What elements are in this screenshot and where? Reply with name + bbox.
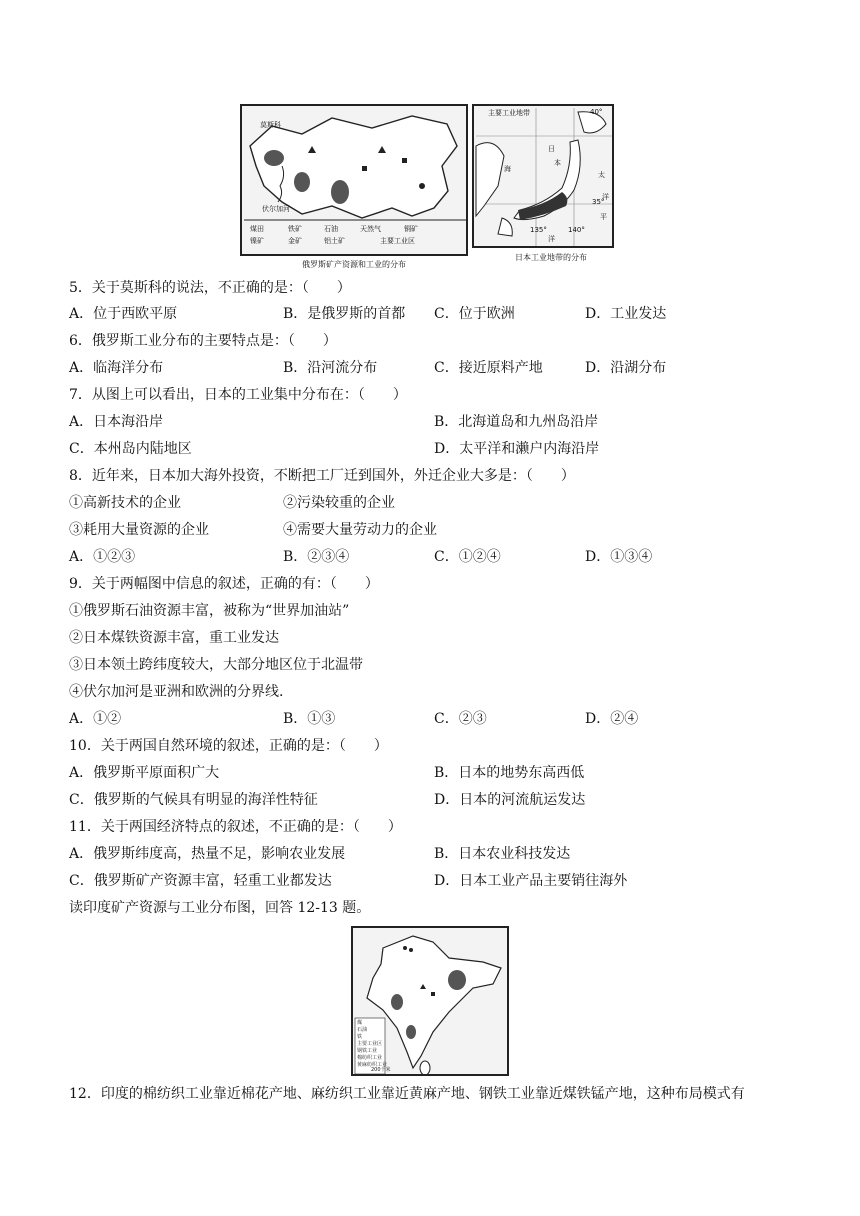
q7-option-c: C．本州岛内陆地区 [69,441,192,457]
india-legend [357,1020,397,1069]
q11-stem: 11．关于两国经济特点的叙述，不正确的是：（ ） [69,819,402,835]
q5-option-c: C．位于欧洲 [434,306,515,322]
intro-12-13: 读印度矿产资源与工业分布图，回答 12-13 题。 [69,900,371,916]
lat-40-label: 40° [590,108,603,116]
lat-35-label: 35° [592,198,605,206]
legend-gas: 天然气 [360,225,381,233]
legend-iron: 铁矿 [288,225,302,233]
q8-option-d: D．①③④ [585,549,653,565]
india-legend-oil: 石油 [357,1027,368,1033]
india-legend-steel: 钢铁工业 [357,1048,378,1054]
q9-item-4: ④伏尔加河是亚洲和欧洲的分界线. [69,684,284,700]
q6-option-c: C．接近原料产地 [434,360,543,376]
q10-option-a: A．俄罗斯平原面积广大 [69,765,220,781]
q7-stem: 7．从图上可以看出，日本的工业集中分布在：（ ） [69,387,407,403]
japan-map-caption: 日本工业地带的分布 [515,253,587,262]
q5-option-d: D．工业发达 [585,306,667,322]
q8-item-1: ①高新技术的企业 [69,495,181,511]
legend-bauxite: 铝土矿 [324,237,345,245]
legend-coal: 煤田 [250,225,264,233]
q11-option-b: B．日本农业科技发达 [434,846,571,862]
india-scale: 200千米 [371,1067,391,1073]
legend-industry-zone: 主要工业区 [380,237,415,245]
sea-label-1: 海 [504,165,511,173]
q9-stem: 9．关于两幅图中信息的叙述，正确的有：（ ） [69,576,379,592]
q6-stem: 6．俄罗斯工业分布的主要特点是：（ ） [69,333,337,349]
q8-option-a: A．①②③ [69,549,136,565]
q5-option-a: A．位于西欧平原 [69,306,178,322]
legend-oil: 石油 [324,225,338,233]
q8-item-2: ②污染较重的企业 [283,495,395,511]
india-legend-cotton: 棉纺织工业 [357,1055,383,1061]
q9-item-1: ①俄罗斯石油资源丰富，被称为“世界加油站” [69,603,350,619]
q8-option-b: B．②③④ [283,549,350,565]
sea-label-2: 日 [548,145,555,153]
q9-option-a: A．①② [69,711,122,727]
ocean-label-4: 洋 [602,193,609,201]
ocean-label-3: 洋 [548,235,555,243]
q6-option-b: B．沿河流分布 [283,360,378,376]
russia-map-caption: 俄罗斯矿产资源和工业的分布 [302,260,406,269]
ocean-label-2: 平 [600,213,607,221]
q7-option-a: A．日本海沿岸 [69,414,164,430]
q7-option-b: B．北海道岛和九州岛沿岸 [434,414,599,430]
q12-stem: 12．印度的棉纺织工业靠近棉花产地、麻纺织工业靠近黄麻产地、钢铁工业靠近煤铁锰产地，这种布局模式有 [69,1086,745,1102]
q5-option-b: B．是俄罗斯的首都 [283,306,406,322]
legend-nickel: 镍矿 [250,237,264,245]
q8-option-c: C．①②④ [434,549,501,565]
ocean-label-1: 太 [598,171,605,179]
q10-option-b: B．日本的地势东高西低 [434,765,585,781]
q9-option-d: D．②④ [585,711,639,727]
lon-140-label: 140° [568,226,585,234]
q9-option-c: C．②③ [434,711,487,727]
q9-item-2: ②日本煤铁资源丰富，重工业发达 [69,630,279,646]
india-legend-industry-zone: 主要工业区 [357,1041,383,1047]
volga-label: 伏尔加河 [262,205,290,213]
india-map [351,926,509,1076]
legend-copper: 铜矿 [404,225,418,233]
india-legend-iron: 铁 [357,1034,363,1040]
lon-135-label: 135° [530,226,547,234]
q6-option-d: D．沿湖分布 [585,360,667,376]
q9-option-b: B．①③ [283,711,336,727]
q9-item-3: ③日本领土跨纬度较大，大部分地区位于北温带 [69,657,363,673]
sea-label-3: 本 [554,159,561,167]
q8-item-3: ③耗用大量资源的企业 [69,522,209,538]
q5-stem: 5．关于莫斯科的说法，不正确的是：（ ） [69,280,351,296]
india-legend-jute: 黄麻纺织工业 [357,1062,388,1068]
q11-option-c: C．俄罗斯矿产资源丰富，轻重工业都发达 [69,873,332,889]
legend-gold: 金矿 [288,237,302,245]
q10-option-c: C．俄罗斯的气候具有明显的海洋性特征 [69,792,318,808]
russia-map [240,104,468,256]
q8-item-4: ④需要大量劳动力的企业 [283,522,437,538]
moscow-label: 莫斯科 [260,121,281,129]
india-legend-coal: 煤 [357,1020,363,1026]
q10-stem: 10．关于两国自然环境的叙述，正确的是：（ ） [69,738,388,754]
q7-option-d: D．太平洋和濑户内海沿岸 [434,441,600,457]
japan-legend: 主要工业地带 [488,109,530,117]
q11-option-a: A．俄罗斯纬度高，热量不足，影响农业发展 [69,846,346,862]
q6-option-a: A．临海洋分布 [69,360,164,376]
japan-map [472,104,614,248]
q8-stem: 8．近年来，日本加大海外投资，不断把工厂迁到国外，外迁企业大多是：（ ） [69,468,575,484]
q10-option-d: D．日本的河流航运发达 [434,792,586,808]
q11-option-d: D．日本工业产品主要销往海外 [434,873,628,889]
